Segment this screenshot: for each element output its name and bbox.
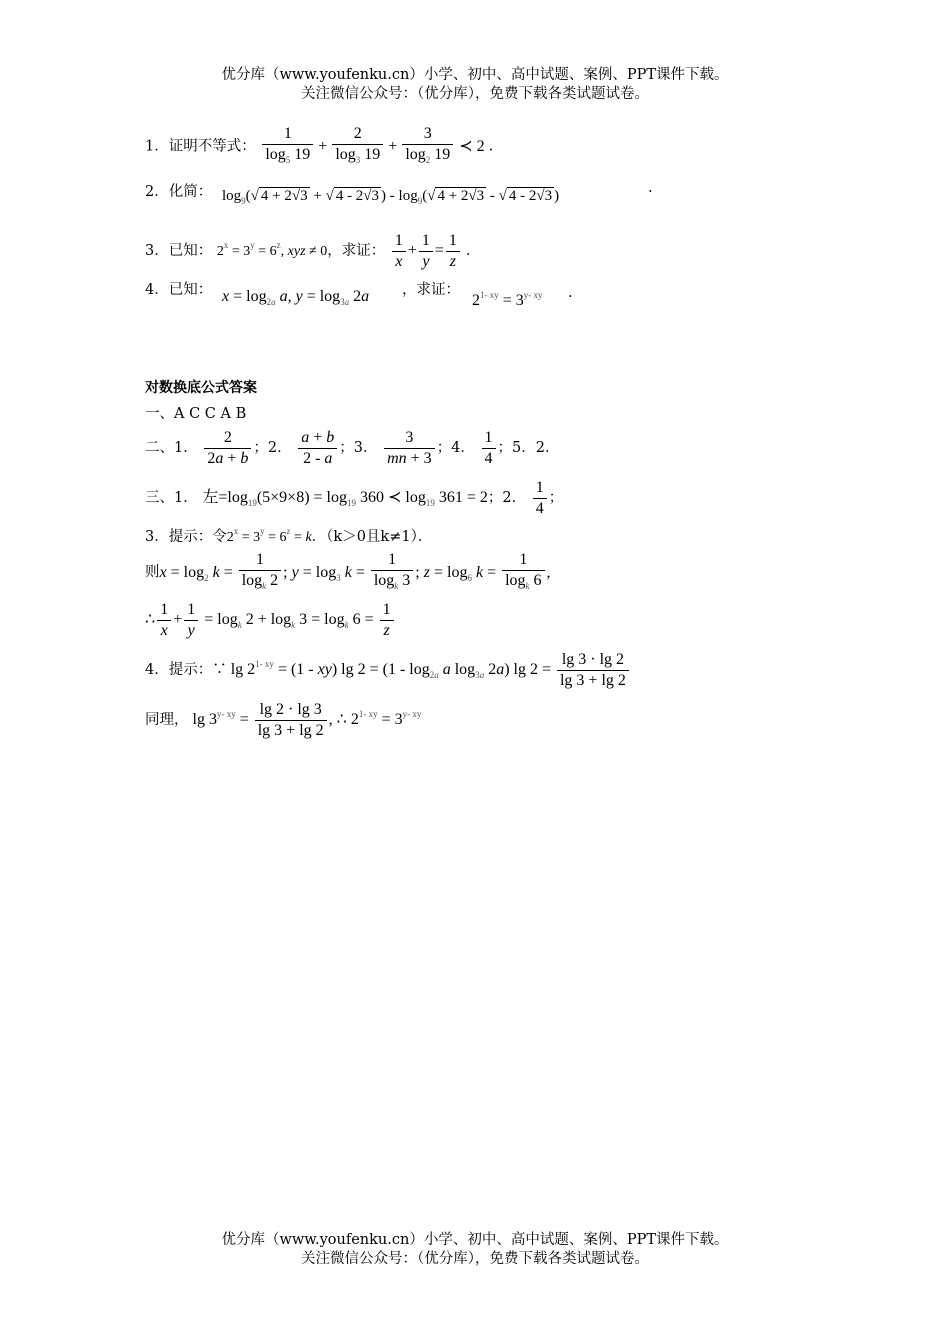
answers-hint-4: 4．提示：∵ $\lg 2^{1- xy} = (1 - xy)$ $\lg 2 = (1 - \log_{2a} a$ $\log_{3a} 2a$) lg 2 = $\frac{\lg 3 \cdot \lg 2}{\lg 3 + \lg 2}$: [145, 650, 631, 691]
problem-3-given: $2^x = 3^y = 6^z$, xyz ≠ 0: [216, 240, 328, 260]
answers-hint-3-therefore: ∴ $\frac{1}{x}$ + $\frac{1}{y}$ = $\log_k 2 + \log_k 3 = \log_k 6$ = $\frac{1}{z}$: [145, 600, 396, 641]
problem-3: 3．已知： $2^x = 3^y = 6^z$, xyz ≠ 0，求证： $\frac{1}{x}$ + $\frac{1}{y}$ = $\frac{1}{z}$ .: [145, 232, 471, 270]
answers-title: 对数换底公式答案: [145, 380, 257, 396]
answers-hint-3: 3．提示：令$2^x = 3^y = 6^z = k$．（k＞0且k≠1）．: [145, 526, 433, 545]
answers-part-3: 三、1． 左$=\log_{19}(5\times 9\times 8) = \log_{19} 360$ ≺ $\log_{19} 361 = 2$；2． $\frac{1}{4}$ ；: [145, 479, 564, 517]
problem-1-formula: $\frac{1}{\log_5 19}$ + $\frac{2}{\log_3 19}$ + $\frac{3}{\log_2 19}$ ≺ 2: [260, 138, 488, 155]
problem-3-claim: $\frac{1}{x}$ + $\frac{1}{y}$ = $\frac{1}{z}$: [390, 242, 466, 259]
answers-part-1: 一、A C C A B: [145, 406, 247, 422]
header-line-2: 关注微信公众号：（优分库），免费下载各类试题试卷。: [301, 86, 649, 102]
problem-4: [145, 278, 212, 299]
answers-part-2: 二、1． $\frac{2}{2a + b}$ ；2． $\frac{a + b}{2 - a}$ ；3． $\frac{3}{mn + 3}$ ；4． $\frac{1}{4}$ ；5．2．: [145, 429, 560, 467]
answers-similar: 同理， $\lg 3^{y- xy}$ = $\frac{\lg 2 \cdot \lg 3}{\lg 3 + \lg 2}$ , ∴ $2^{1- xy} = 3^{y- xy}$: [145, 701, 422, 739]
problem-4-given: $x = \log_{2a} a$, $y = \log_{3a} 2a$: [222, 288, 370, 307]
problem-2-label: 2．化简：: [145, 184, 213, 200]
footer-line-2: 关注微信公众号：（优分库），免费下载各类试题试卷。: [301, 1251, 649, 1267]
problem-1-label: 1．证明不等式：: [145, 138, 256, 155]
problem-4-label: 4．已知：: [145, 282, 213, 298]
problem-3-label: 3．已知：: [145, 243, 213, 260]
problem-4-claim: $2^{1- xy} = 3^{y- xy}$: [472, 290, 543, 309]
answers-hint-3-then: 则$x = \log_2 k$ = $\frac{1}{\log_k 2}$ ; $y = \log_3 k$ = $\frac{1}{\log_k 3}$ ; $z = \log_6 k$ = $\frac{1}{\log_k 6}$ ,: [145, 551, 551, 591]
header-line-1: 优分库（www.youfenku.cn）小学、初中、高中试题、案例、PPT课件下载。: [221, 67, 729, 83]
problem-1: 1．证明不等式： $\frac{1}{\log_5 19}$ + $\frac{2}{\log_3 19}$ + $\frac{3}{\log_2 19}$ ≺ 2 .: [145, 125, 494, 165]
problem-2-formula: $\log_9(√$ 4 + 2√3 + √ 4 - 2√3 ) - $\log_9(√$ 4 + 2√3 - √ 4 - 2√3 ): [222, 188, 560, 206]
problem-2: [145, 180, 212, 201]
footer-line-1: 优分库（www.youfenku.cn）小学、初中、高中试题、案例、PPT课件下载。: [221, 1232, 729, 1248]
